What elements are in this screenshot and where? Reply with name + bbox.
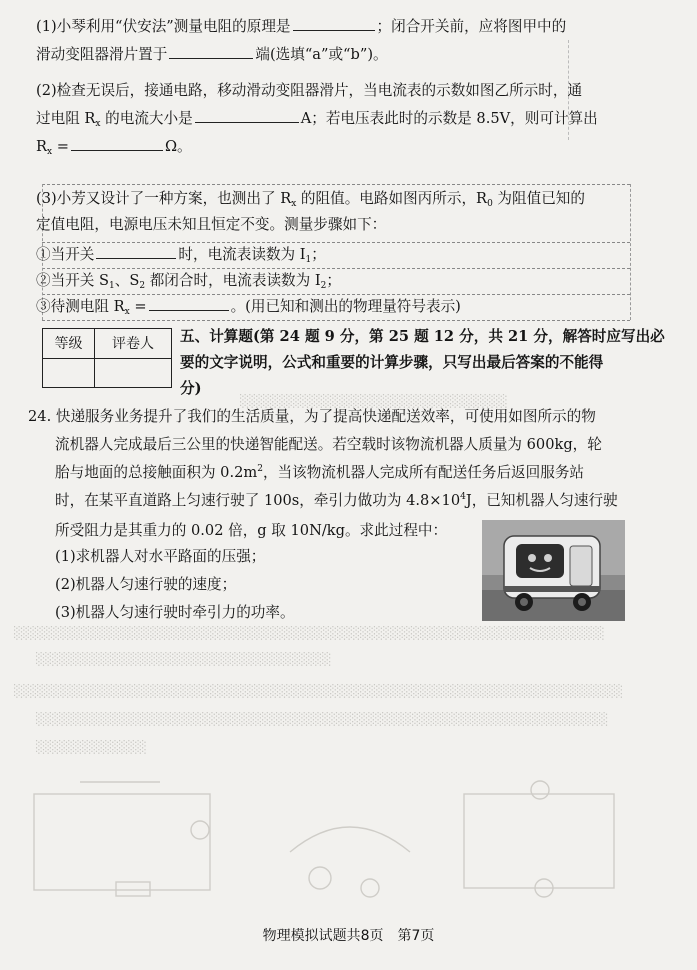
q-part3-step2: ②当开关 $S_1$、$S_2$ 都闭合时，电流表读数为 $I_2$；: [36, 272, 341, 291]
q24-sub1: (1)求机器人对水平路面的压强；: [55, 548, 266, 565]
bleed-through-text: ░░░░░░░░░░░░░░░░░░░░░░░░░░░░░: [240, 394, 508, 408]
section-heading: 五、计算题(第 24 题 9 分，第 25 题 12 分，共 21 分，解答时应写出必: [180, 328, 665, 345]
bleed-through-text: ░░░░░░░░░░░░░░░░░░░░░░░░░░░░░░░░░░░░░░░░░░░░░░░░░░░░░░░░░░░░░░░░: [14, 626, 605, 640]
q24-sub2: (2)机器人匀速行驶的速度；: [55, 576, 237, 593]
q-part3-step3: ③待测电阻 $R_x$ = 。(用已知和测出的物理量符号表示): [36, 298, 461, 317]
answer-blank[interactable]: [169, 44, 253, 59]
answer-blank[interactable]: [293, 16, 375, 31]
table-rule: [42, 184, 630, 185]
grader-cell[interactable]: [94, 358, 171, 388]
q-part1-line2: 滑动变阻器滑片置于 端(选填“a”或“b”)。: [36, 46, 388, 63]
answer-blank[interactable]: [96, 244, 176, 259]
bleed-through-circuits: [20, 770, 680, 920]
q24-line5: 所受阻力是其重力的 0.02 倍，g 取 10N/kg。求此过程中：: [55, 522, 448, 539]
q24-sub3: (3)机器人匀速行驶时牵引力的功率。: [55, 604, 295, 621]
grade-cell[interactable]: [43, 358, 95, 388]
q-part3-line1: (3)小芳又设计了一种方案，也测出了 $R_x$ 的阻值。电路如图丙所示，$R_0$ 为阻值已知的: [36, 190, 585, 209]
table-rule: [42, 268, 630, 269]
section-heading-line3: 分): [180, 380, 202, 397]
q-part3-step1: ①当开关 时，电流表读数为 $I_1$；: [36, 246, 326, 265]
delivery-robot-photo: [482, 520, 625, 621]
table-rule: [42, 320, 630, 321]
page-footer: 物理模拟试题共8页 第7页: [262, 928, 435, 944]
table-rule: [42, 294, 630, 295]
q-part2-line1: (2)检查无误后，接通电路，移动滑动变阻器滑片，当电流表的示数如图乙所示时，通: [36, 82, 583, 99]
bleed-through-text: ░░░░░░░░░░░░: [36, 740, 147, 754]
section-heading-line2: 要的文字说明，公式和重要的计算步骤，只写出最后答案的不能得: [180, 354, 604, 371]
table-rule: [42, 242, 630, 243]
q-part1-line1: (1)小琴利用“伏安法”测量电阻的原理是 ；闭合开关前，应将图甲中的: [36, 18, 567, 35]
q24-line4: 时，在某平直道路上匀速行驶了 100s，牵引力做功为 $4.8\times 10^4J$，已知机器人匀速行驶: [55, 492, 618, 509]
answer-blank[interactable]: [195, 108, 299, 123]
grader-header: 评卷人: [94, 329, 171, 359]
answer-blank[interactable]: [71, 136, 163, 151]
q24-line3: 胎与地面的总接触面积为 $0.2m^2$，当该物流机器人完成所有配送任务后返回服务站: [55, 464, 585, 481]
bleed-through-text: ░░░░░░░░░░░░░░░░░░░░░░░░░░░░░░░░: [36, 652, 332, 666]
grade-table: [42, 328, 172, 388]
q24-line2: 流机器人完成最后三公里的快递智能配送。若空载时该物流机器人质量为 600kg，轮: [55, 436, 602, 453]
table-rule: [630, 184, 631, 320]
answer-blank[interactable]: [149, 296, 229, 311]
grade-header: 等级: [43, 329, 95, 359]
q-part2-line3: $R_x = \Omega$。: [36, 138, 192, 157]
q-part2-line2: 过电阻 $R_x$ 的电流大小是 A；若电压表此时的示数是 8.5V，则可计算出: [36, 110, 598, 129]
bleed-through-text: ░░░░░░░░░░░░░░░░░░░░░░░░░░░░░░░░░░░░░░░░░░░░░░░░░░░░░░░░░░░░░░░░░░: [14, 684, 624, 698]
q24-line1: 24. 快递服务业务提升了我们的生活质量，为了提高快递配送效率，可使用如图所示的物: [28, 408, 596, 425]
bleed-through-text: ░░░░░░░░░░░░░░░░░░░░░░░░░░░░░░░░░░░░░░░░░░░░░░░░░░░░░░░░░░░░░░: [36, 712, 609, 726]
q-part3-line2: 定值电阻，电源电压未知且恒定不变。测量步骤如下：: [36, 216, 387, 233]
